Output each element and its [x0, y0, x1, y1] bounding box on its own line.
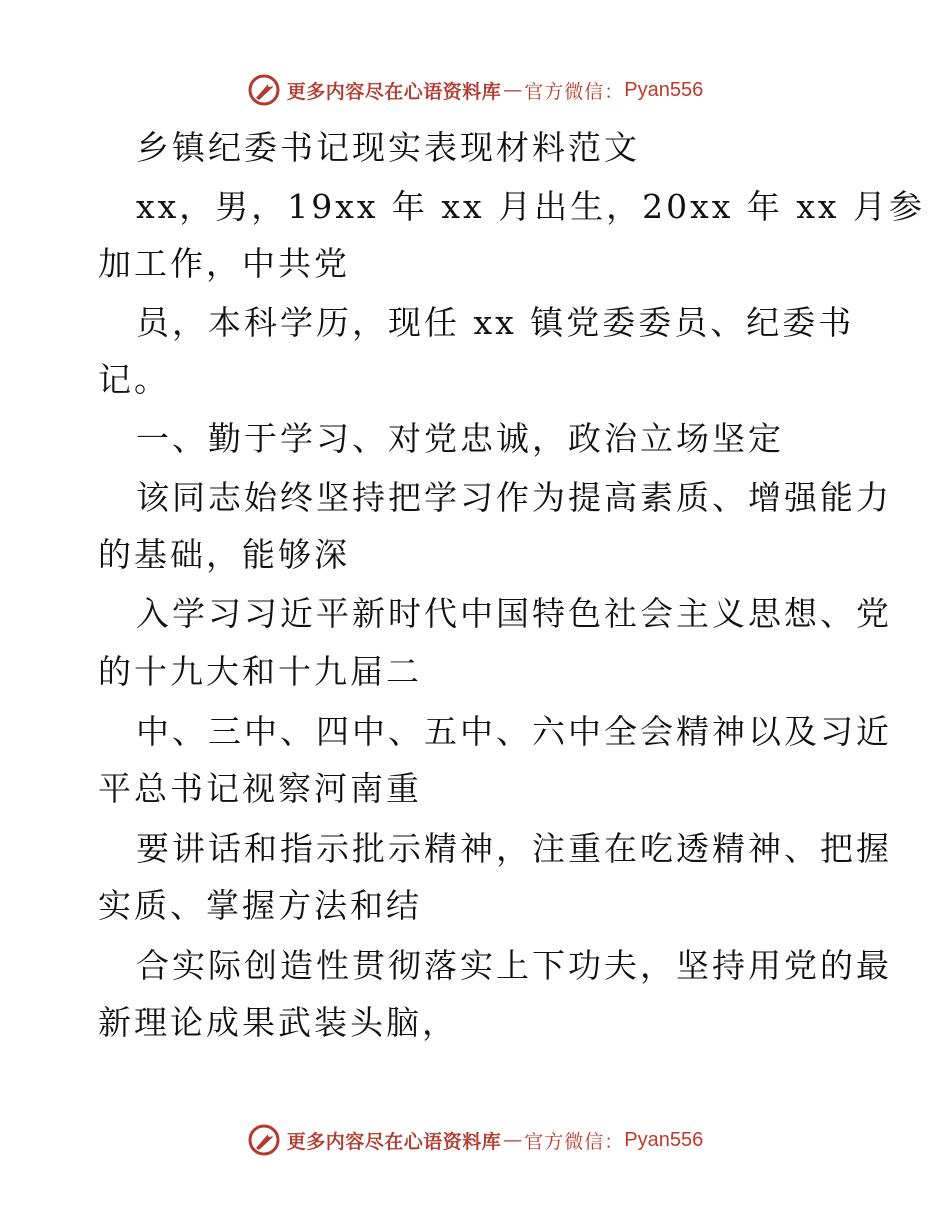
banner-separator: —: [503, 1129, 523, 1151]
site-name: 更多内容尽在心语资料库: [286, 1130, 502, 1153]
text-line: 的十九大和十九届二: [98, 652, 422, 691]
text-line: 实质、掌握方法和结: [98, 886, 422, 925]
document-title: 乡镇纪委书记现实表现材料范文: [136, 128, 640, 167]
text-line: 平总书记视察河南重: [98, 769, 422, 808]
wechat-id: Pyan556: [624, 78, 704, 101]
text-line: 入学习习近平新时代中国特色社会主义思想、党: [136, 594, 892, 633]
text-line: 加工作，中共党: [98, 244, 350, 283]
banner-separator: —: [503, 79, 523, 101]
text-line: 员，本科学历，现任 xx 镇党委委员、纪委书: [136, 303, 855, 342]
text-line: 的基础，能够深: [98, 535, 350, 574]
text-line: 该同志始终坚持把学习作为提高素质、增强能力: [136, 478, 892, 517]
wechat-id: Pyan556: [624, 1128, 704, 1151]
header-banner: [0, 68, 950, 112]
wechat-label: 官方微信：: [524, 1130, 625, 1153]
text-line: 新理论成果武装头脑，: [98, 1003, 458, 1042]
text-line: 合实际创造性贯彻落实上下功夫，坚持用党的最: [136, 946, 892, 985]
text-line: 要讲话和指示批示精神，注重在吃透精神、把握: [136, 829, 892, 868]
pen-nib-logo-icon: [247, 1123, 281, 1157]
wechat-label: 官方微信：: [524, 80, 625, 103]
footer-banner: [0, 1118, 950, 1162]
section-heading: 一、勤于学习、对党忠诚，政治立场坚定: [136, 419, 784, 458]
text-line: xx，男，19xx 年 xx 月出生，20xx 年 xx 月参: [136, 187, 926, 226]
site-name: 更多内容尽在心语资料库: [286, 80, 502, 103]
pen-nib-logo-icon: [247, 73, 281, 107]
text-line: 中、三中、四中、五中、六中全会精神以及习近: [136, 712, 892, 751]
text-line: 记。: [98, 360, 170, 399]
